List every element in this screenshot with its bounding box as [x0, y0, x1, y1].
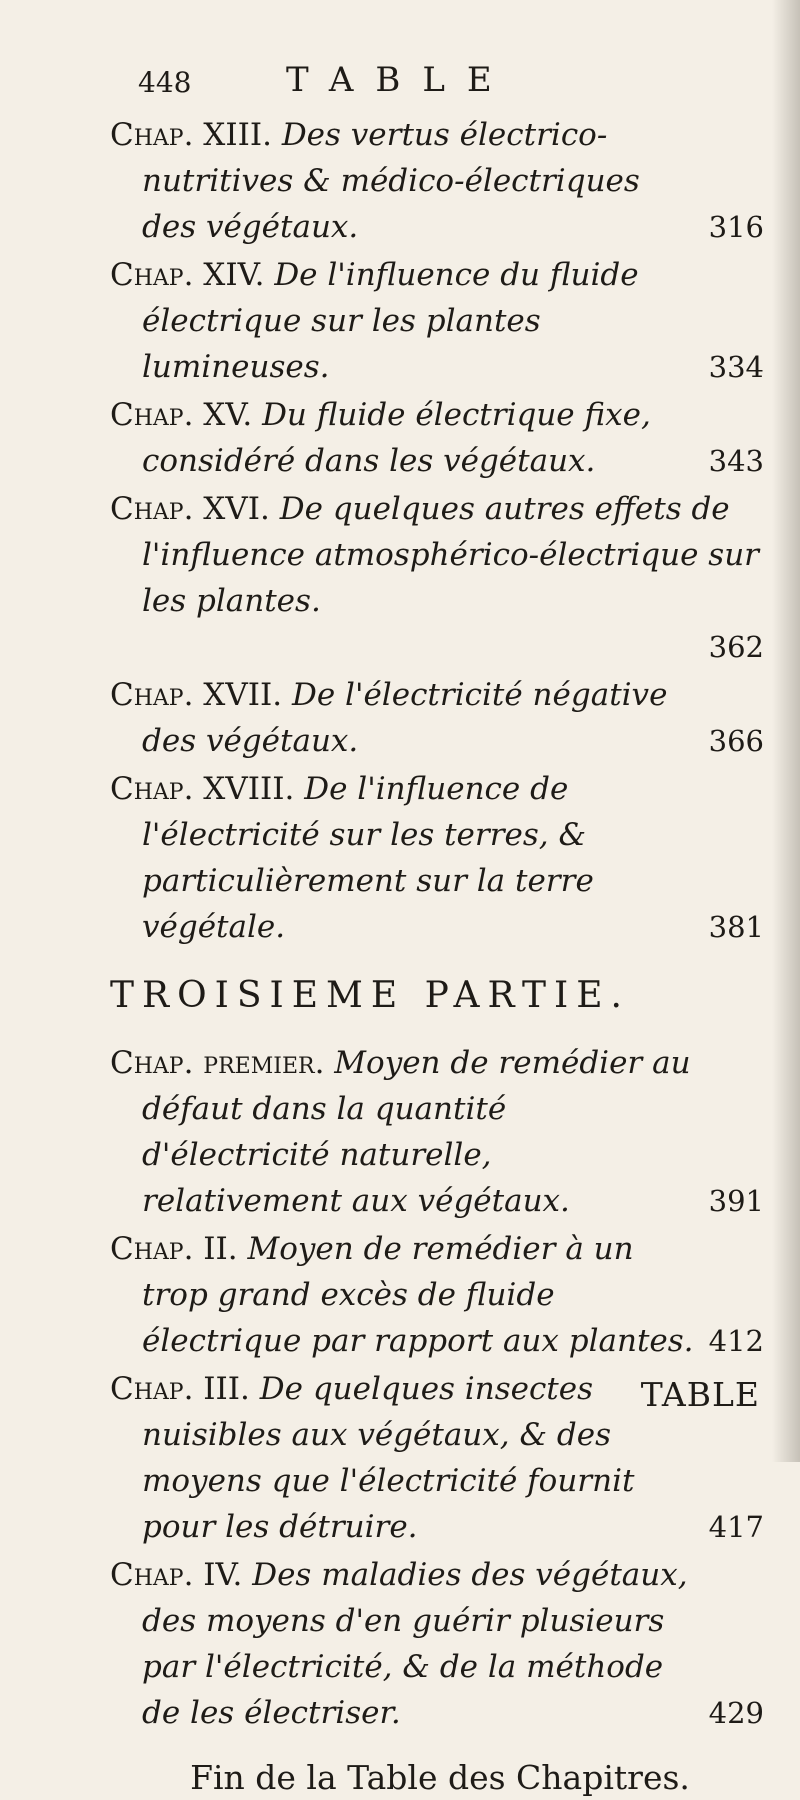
chapter-label: Chap. IV. [110, 1557, 243, 1593]
chapter-title: Du fluide électrique fixe, considéré dans les végétaux. [142, 397, 651, 479]
chapter-page: 391 [708, 1184, 764, 1218]
toc-entry-chap-15 [110, 392, 770, 484]
chapter-page: 429 [708, 1696, 764, 1730]
toc-entry-chap-1 [110, 1040, 770, 1224]
chapter-page: 316 [708, 210, 764, 244]
toc-entry-chap-18 [110, 766, 770, 950]
chapter-label: Chap. XVIII. [110, 771, 295, 807]
chapter-title: De quelques insectes nuisibles aux végétaux, & des moyens que l'électricité fournit pour les détruire. [142, 1371, 635, 1545]
chapter-label: Chap. III. [110, 1371, 250, 1407]
chapter-page: 417 [708, 1510, 764, 1544]
header-title: TABLE [286, 60, 514, 100]
chapter-label: Chap. XIII. [110, 117, 272, 153]
part-heading: TROISIEME PARTIE. [110, 975, 630, 1016]
chapter-label: Chap. XVII. [110, 677, 283, 713]
catchword: TABLE [640, 1375, 760, 1414]
page-number: 448 [138, 66, 192, 99]
chapter-page: 381 [708, 910, 764, 944]
chapter-title: Moyen de remédier au défaut dans la quantité d'électricité naturelle, relativement aux végétaux. [142, 1045, 691, 1219]
chapter-page: 343 [708, 444, 764, 478]
chapter-title: Moyen de remédier à un trop grand excès de fluide électrique par rapport aux plantes. [142, 1231, 694, 1359]
chapter-page: 412 [708, 1324, 764, 1358]
toc-entry-chap-16 [110, 486, 770, 670]
toc-entry-chap-14 [110, 252, 770, 390]
end-note: Fin de la Table des Chapitres. [190, 1758, 690, 1797]
chapter-label: Chap. XIV. [110, 257, 265, 293]
chapter-label: Chap. XVI. [110, 491, 270, 527]
toc-entry-chap-13 [110, 112, 770, 250]
running-header [138, 60, 598, 106]
toc-entry-chap-2 [110, 1226, 770, 1364]
chapter-page: 362 [708, 630, 764, 664]
table-of-contents [110, 112, 770, 1800]
toc-entry-chap-4 [110, 1552, 770, 1736]
chapter-label: Chap. premier. [110, 1045, 325, 1081]
page-edge-shadow [772, 0, 800, 1462]
chapter-title: De quelques autres effets de l'influence atmosphérico-électrique sur les plantes. [142, 491, 759, 619]
chapter-label: Chap. II. [110, 1231, 238, 1267]
chapter-title: De l'influence de l'électricité sur les terres, & particulièrement sur la terre végétale. [142, 771, 594, 945]
chapter-title: Des vertus électrico-nutritives & médico-électriques des végétaux. [142, 117, 640, 245]
chapter-page: 334 [708, 350, 764, 384]
chapter-title: De l'influence du fluide électrique sur les plantes lumineuses. [142, 257, 639, 385]
chapter-title: Des maladies des végétaux, des moyens d'en guérir plusieurs par l'électricité, & de la méthode de les électriser. [142, 1557, 688, 1731]
toc-entry-chap-17 [110, 672, 770, 764]
chapter-title: De l'électricité négative des végétaux. [142, 677, 668, 759]
chapter-label: Chap. XV. [110, 397, 253, 433]
chapter-page: 366 [708, 724, 764, 758]
